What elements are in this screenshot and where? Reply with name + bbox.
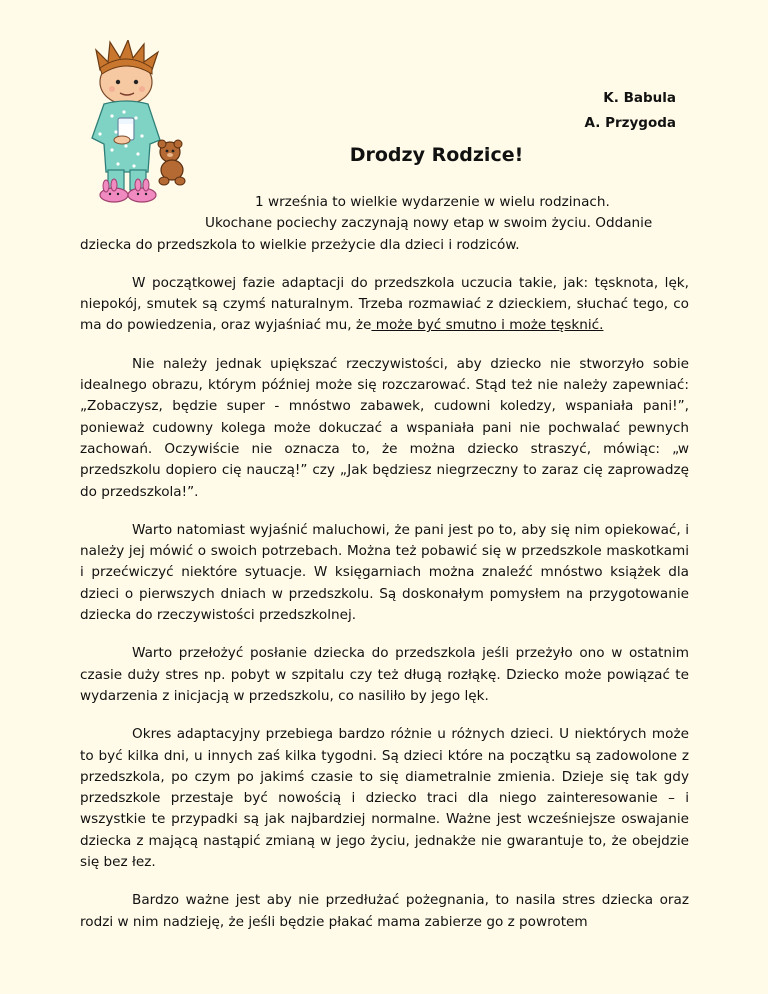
paragraph: Warto natomiast wyjaśnić maluchowi, że pani jest po to, aby się nim opiekować, i należy jej mówić o swoich potrzebach. Można też pobawić się w przedszkole maskotkami i przećwiczyć niektóre sytuacje. W księgarniach można znaleźć mnóstwo książek dla dzieci o pierwszych dniach w przedszkolu. Są doskonałym pomysłem na przygotowanie dziecka do rzeczywistości przedszkolnej.	[80, 521, 689, 624]
author-name: A. Przygoda	[584, 115, 676, 131]
paragraph-text: W początkowej fazie adaptacji do przedszkola uczucia takie, jak: tęsknota, lęk, niepokój, smutek są czymś naturalnym. Trzeba rozmawiać z dzieckiem, słuchać tego, co ma do powiedzenia, oraz wyjaśniać mu, że	[80, 274, 689, 334]
paragraph	[80, 273, 689, 337]
letter-title: Drodzy Rodzice!	[349, 144, 524, 166]
paragraph: Okres adaptacyjny przebiega bardzo różnie u różnych dzieci. U niektórych może to być kilka dni, u innych zaś kilka tygodni. Są dzieci które na początku są zadowolone z przedszkola, po czym po jakimś czasie to się diametralnie zmienia. Dzieje się tak gdy przedszkole przestaje być nowością i dziecko traci dla niego zainteresowanie – i wszystkie te przypadki są jak najbardziej normalne. Ważne jest wcześniejsze oswajanie dziecka z mającą nastąpić zmianą w jego życiu, jednakże nie gwarantuje to, że obejdzie się bez łez.	[80, 726, 689, 871]
underlined-text: może być smutno i może tęsknić.	[371, 317, 604, 334]
paragraph-line: dziecka do przedszkola to wielkie przeżycie dla dzieci i rodziców.	[80, 236, 520, 253]
author-name: K. Babula	[603, 90, 676, 106]
paragraph-line: 1 września to wielkie wydarzenie w wielu rodzinach.	[255, 194, 610, 210]
authors-block	[585, 86, 676, 136]
paragraph: Warto przełożyć posłanie dziecka do przedszkola jeśli przeżyło ono w ostatnim czasie duży stres np. pobyt w szpitalu czy też długą rozłąkę. Dziecko może powiązać te wydarzenia z inicjacją w przedszkolu, co nasiliło by jego lęk.	[80, 645, 689, 704]
letter-body	[80, 192, 689, 950]
paragraph-line: Ukochane pociechy zaczynają nowy etap w swoim życiu. Oddanie	[205, 215, 653, 232]
boy-in-pajamas-illustration	[78, 40, 200, 206]
paragraph: Bardzo ważne jest aby nie przedłużać pożegnania, to nasila stres dziecka oraz rodzi w nim nadzieję, że jeśli będzie płakać mama zabierze go z powrotem	[80, 892, 689, 930]
paragraph	[80, 192, 689, 256]
paragraph: Nie należy jednak upiększać rzeczywistości, aby dziecko nie stworzyło sobie idealnego obrazu, którym później może się rozczarować. Stąd też nie należy zapewniać: „Zobaczysz, będzie super - mnóstwo zabawek, cudowni koledzy, wspaniała pani!”, ponieważ cudowny kolega może dokuczać a wspaniała pani nie pochwalać pewnych zachowań. Oczywiście nie oznacza to, że można dziecko straszyć, mówiąc: „w przedszkolu dopiero cię nauczą!” czy „Jak będziesz niegrzeczny to zaraz cię zaprowadzę do przedszkola!”.	[80, 355, 689, 500]
